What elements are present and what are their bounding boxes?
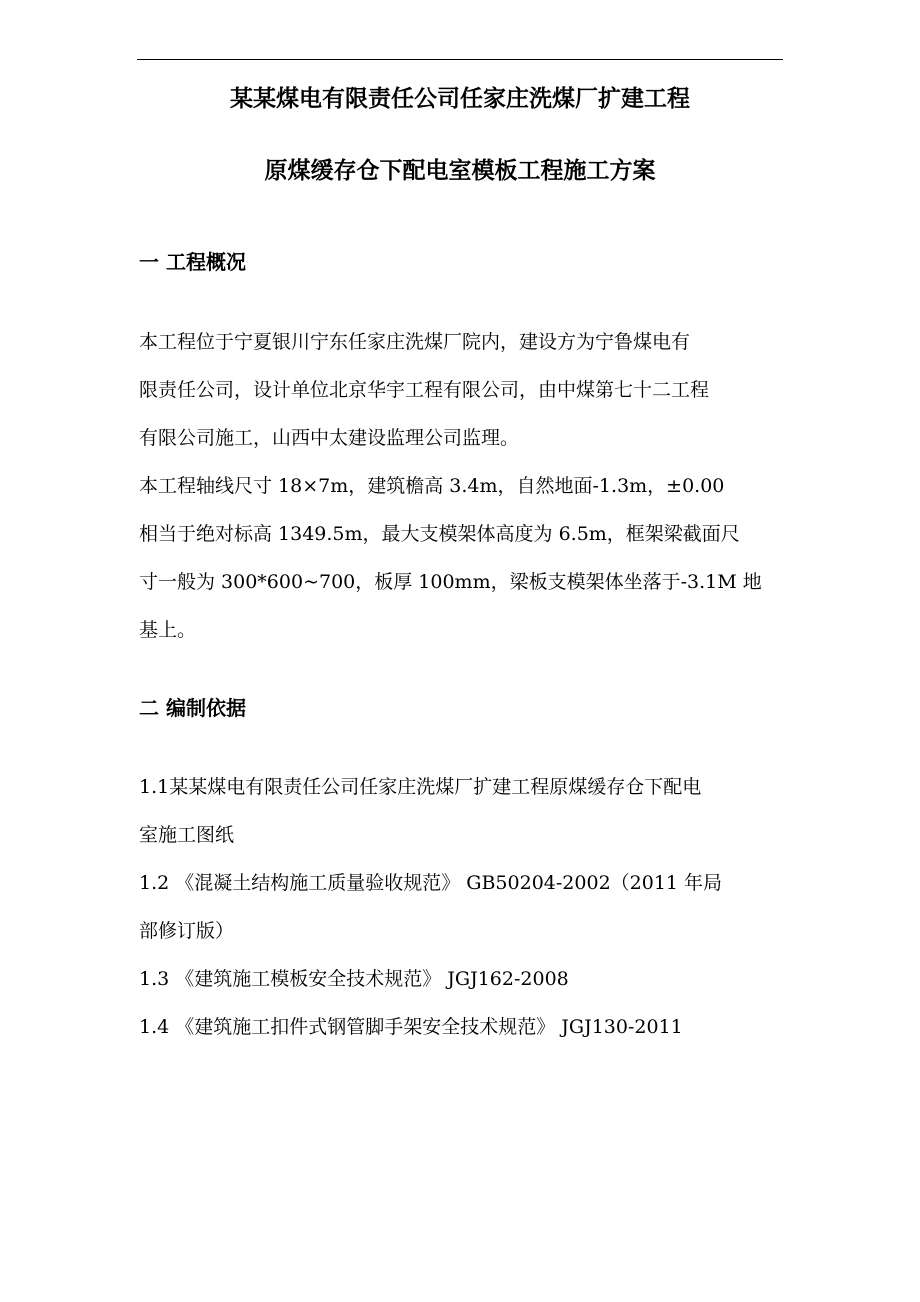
basis-item-line: 室施工图纸 (139, 824, 235, 846)
overview-para1-line: 限责任公司，设计单位北京华宇工程有限公司，由中煤第七十二工程 (139, 379, 710, 401)
basis-item-line: 部修订版） (139, 920, 235, 942)
overview-para2-line: 寸一般为 300*600~700，板厚 100mm，梁板支模架体坐落于-3.1M 地 (139, 571, 762, 593)
title-line-2: 原煤缓存仓下配电室模板工程施工方案 (264, 158, 656, 184)
basis-item-line: 1.3 《建筑施工模板安全技术规范》 JGJ162-2008 (139, 968, 569, 990)
basis-item-line: 1.1某某煤电有限责任公司任家庄洗煤厂扩建工程原煤缓存仓下配电 (139, 776, 702, 798)
section-heading-overview: 一 工程概况 (139, 250, 246, 274)
basis-item-line: 1.4 《建筑施工扣件式钢管脚手架安全技术规范》 JGJ130-2011 (139, 1016, 683, 1038)
overview-para2-line: 基上。 (139, 619, 197, 641)
overview-para2-line: 相当于绝对标高 1349.5m，最大支模架体高度为 6.5m，框架梁截面尺 (139, 523, 740, 545)
overview-para1-line: 有限公司施工，山西中太建设监理公司监理。 (139, 427, 520, 449)
section-heading-basis: 二 编制依据 (139, 696, 246, 720)
title-line-1: 某某煤电有限责任公司任家庄洗煤厂扩建工程 (230, 86, 690, 112)
top-rule (137, 59, 783, 60)
overview-para2-line: 本工程轴线尺寸 18×7m，建筑檐高 3.4m，自然地面-1.3m，±0.00 (139, 475, 725, 497)
overview-para1-line: 本工程位于宁夏银川宁东任家庄洗煤厂院内，建设方为宁鲁煤电有 (139, 331, 691, 353)
basis-item-line: 1.2 《混凝土结构施工质量验收规范》 GB50204-2002（2011 年局 (139, 872, 723, 894)
